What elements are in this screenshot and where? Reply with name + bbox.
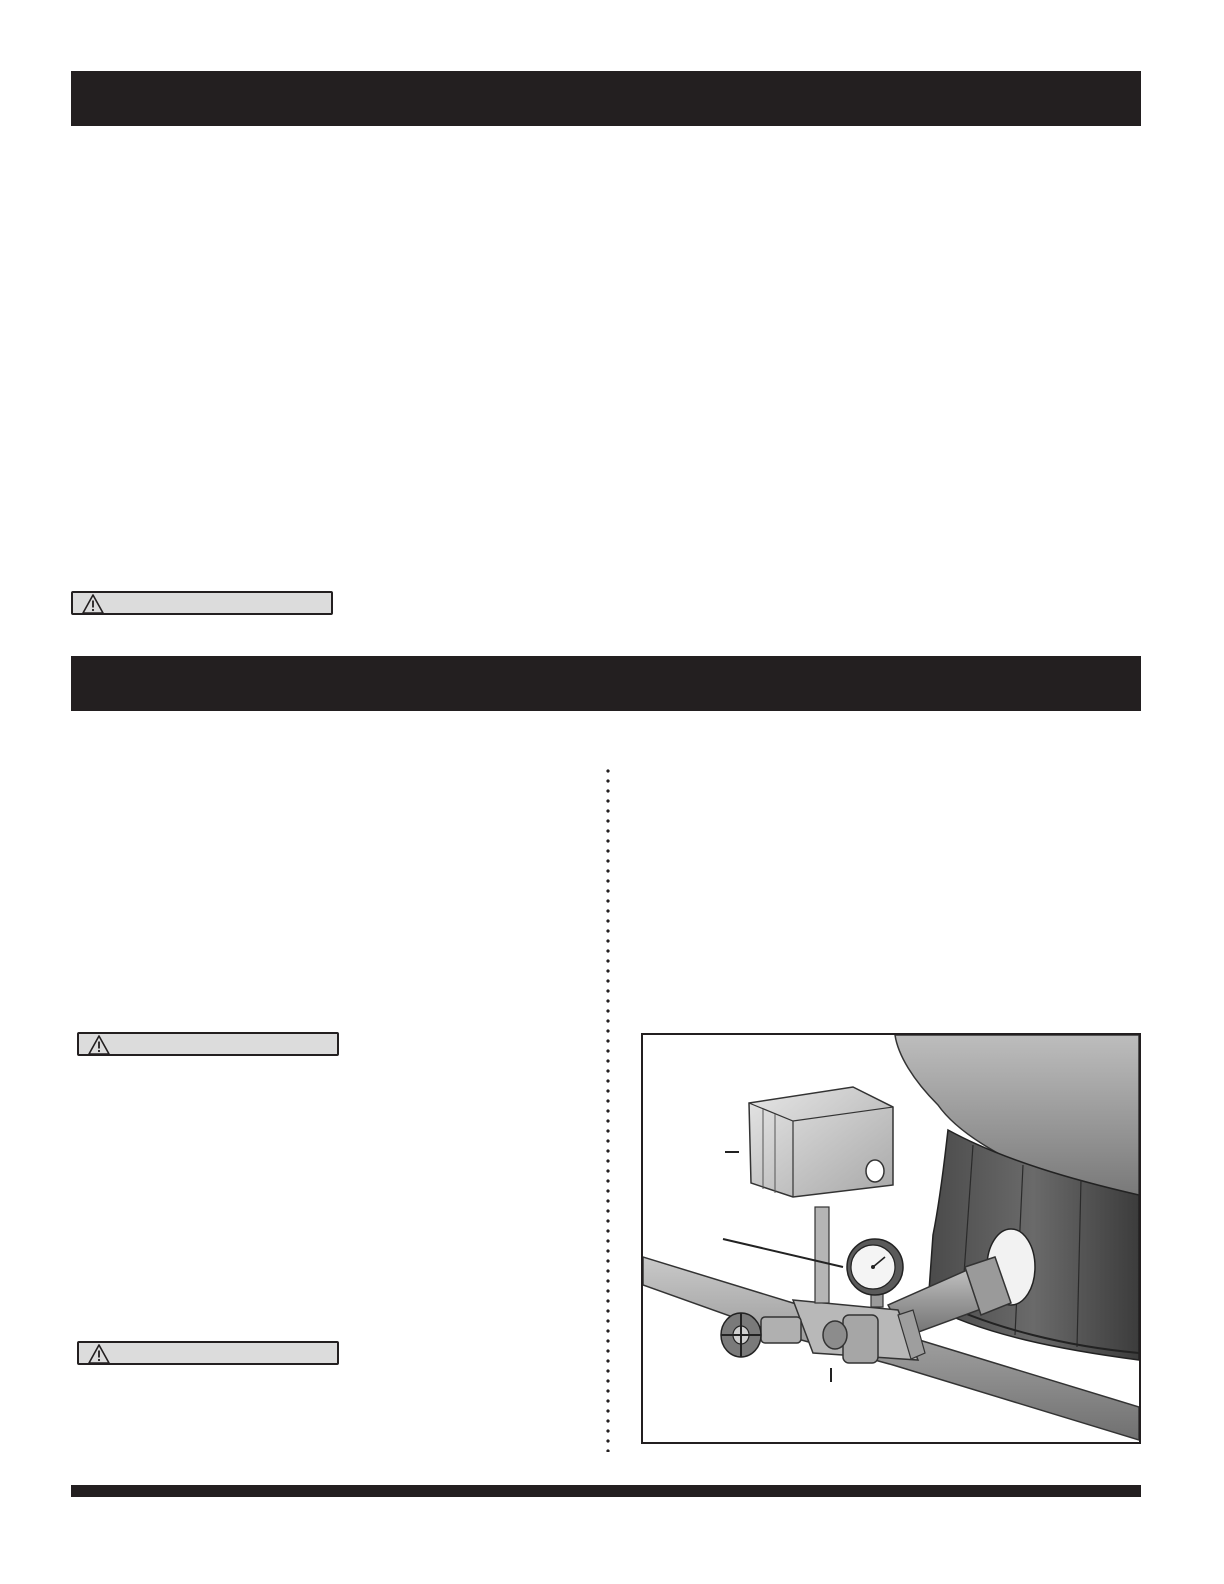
caution-label-box [77, 1032, 339, 1056]
warning-triangle-icon [88, 1344, 110, 1364]
section-header-bar-middle [71, 656, 1141, 711]
caution-label-box [77, 1341, 339, 1365]
pressure-tank-assembly-illustration [641, 1033, 1141, 1444]
section-header-bar-top [71, 71, 1141, 126]
pressure-tank-drawing [643, 1035, 1139, 1442]
warning-triangle-icon [82, 594, 104, 614]
caution-label-box [71, 591, 333, 615]
drain-valve [721, 1313, 801, 1357]
pressure-gauge [847, 1239, 903, 1307]
warning-triangle-icon [88, 1035, 110, 1055]
footer-rule [71, 1485, 1141, 1497]
column-divider-dotted [606, 766, 610, 1452]
